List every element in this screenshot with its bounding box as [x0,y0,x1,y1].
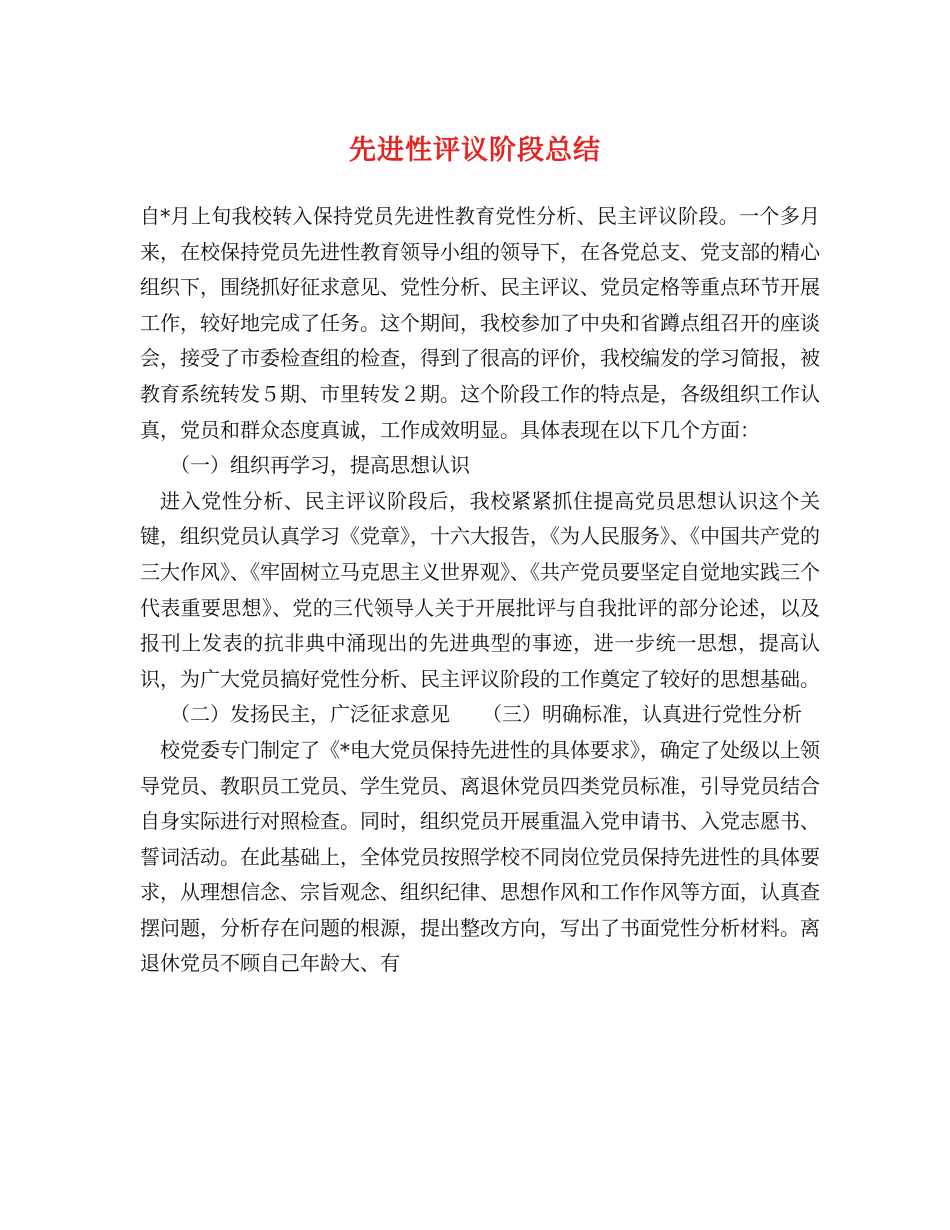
section-heading-1: （一）组织再学习，提高思想认识 [170,453,470,478]
document-body [140,199,820,982]
paragraph-standards: 校党委专门制定了《*电大党员保持先进性的具体要求》，确定了处级以上领导党员、教职员工党员、学生党员、离退休党员四类党员标准，引导党员结合自身实际进行对照检查。同时，组织党员开展重温入党申请书、入党志愿书、誓词活动。在此基础上，全体党员按照学校不同岗位党员保持先进性的具体要求，从理想信念、宗旨观念、组织纪律、思想作风和工作作风等方面，认真查摆问题，分析存在问题的根源，提出整改方向，写出了书面党性分析材料。离退休党员不顾自己年龄大、有 [140,737,820,976]
section-heading-2-3 [140,697,820,733]
section-heading-2: （二）发扬民主，广泛征求意见 [170,702,450,727]
paragraph-study: 进入党性分析、民主评议阶段后，我校紧紧抓住提高党员思想认识这个关键，组织党员认真学习《党章》，十六大报告，《为人民服务》、《中国共产党的三大作风》、《牢固树立马克思主义世界观》、《共产党员要坚定自觉地实践三个代表重要思想》、党的三代领导人关于开展批评与自我批评的部分论述，以及报刊上发表的抗非典中涌现出的先进典型的事迹，进一步统一思想，提高认识，为广大党员搞好党性分析、民主评议阶段的工作奠定了较好的思想基础。 [140,488,820,691]
document-title: 先进性评议阶段总结 [349,135,601,166]
paragraph-intro: 自*月上旬我校转入保持党员先进性教育党性分析、民主评议阶段。一个多月来，在校保持党员先进性教育领导小组的领导下，在各党总支、党支部的精心组织下，围绕抓好征求意见、党性分析、民主评议、党员定格等重点环节开展工作，较好地完成了任务。这个期间，我校参加了中央和省蹲点组召开的座谈会，接受了市委检查组的检查，得到了很高的评价，我校编发的学习简报，被教育系统转发５期、市里转发２期。这个阶段工作的特点是，各级组织工作认真，党员和群众态度真诚，工作成效明显。具体表现在以下几个方面： [140,204,820,442]
section-heading-3: （三）明确标准，认真进行党性分析 [482,702,802,727]
